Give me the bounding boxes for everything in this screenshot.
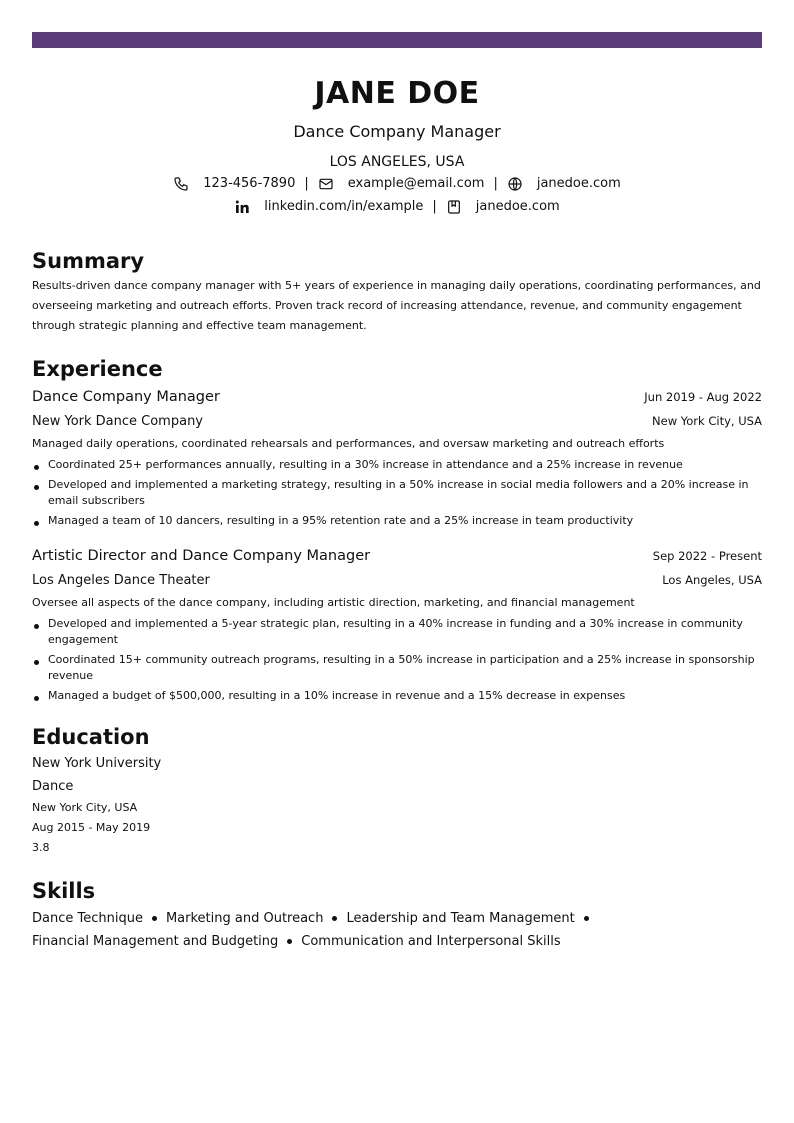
job-entry [32, 386, 762, 529]
skills-section [32, 878, 762, 953]
skills-list [32, 907, 612, 953]
bullet-item: Developed and implemented a marketing strategy, resulting in a 50% increase in social media followers and a 20% increase in email subscribers [32, 477, 762, 509]
website-link[interactable]: janedoe.com [536, 176, 621, 191]
candidate-name: JANE DOE [314, 76, 480, 111]
job-bullets [32, 457, 762, 529]
job-dates: Sep 2022 - Present [652, 549, 762, 563]
job-company: Los Angeles Dance Theater [32, 573, 210, 588]
contact-row-1 [32, 173, 762, 195]
education-school: New York University [32, 756, 162, 771]
linkedin-icon [234, 199, 250, 215]
job-location: New York City, USA [652, 414, 762, 428]
education-dates: Aug 2015 - May 2019 [32, 821, 151, 834]
separator: | [493, 176, 498, 191]
skill-separator-dot [584, 916, 589, 921]
resume-page [32, 48, 762, 953]
phone-text[interactable]: 123-456-7890 [203, 176, 296, 191]
experience-section [32, 356, 762, 704]
bullet-item: Managed a team of 10 dancers, resulting in a 95% retention rate and a 25% increase in team productivity [32, 513, 762, 529]
skill-item: Communication and Interpersonal Skills [301, 934, 561, 949]
linkedin-link[interactable]: linkedin.com/in/example [264, 199, 424, 214]
contact-row-2 [32, 196, 762, 218]
email-link[interactable]: example@email.com [347, 176, 485, 191]
skill-separator-dot [152, 916, 157, 921]
skill-separator-dot [332, 916, 337, 921]
bullet-item: Managed a budget of $500,000, resulting in a 10% increase in revenue and a 15% decrease in expenses [32, 688, 762, 704]
skill-item: Marketing and Outreach [165, 911, 324, 926]
portfolio-icon [446, 199, 462, 215]
skill-separator-dot [287, 939, 292, 944]
separator: | [304, 176, 309, 191]
bullet-item: Coordinated 25+ performances annually, resulting in a 30% increase in attendance and a 25% increase in revenue [32, 457, 762, 473]
job-location: Los Angeles, USA [662, 573, 762, 587]
skill-item: Financial Management and Budgeting [32, 934, 279, 949]
accent-bar [32, 32, 762, 48]
bullet-item: Coordinated 15+ community outreach programs, resulting in a 50% increase in participation and a 25% increase in sponsorship revenue [32, 652, 762, 684]
job-description: Oversee all aspects of the dance company, including artistic direction, marketing, and financial management [32, 596, 635, 609]
job-entry [32, 545, 762, 704]
phone-icon [173, 176, 189, 192]
candidate-location: LOS ANGELES, USA [329, 154, 465, 170]
summary-text: Results-driven dance company manager with 5+ years of experience in managing daily operations, coordinating performances, and overseeing marketing and outreach efforts. Proven track record of increasing attendance, revenue, and community engagement through strategic planning and effective team management. [32, 279, 761, 332]
education-gpa: 3.8 [32, 841, 50, 854]
portfolio-link[interactable]: janedoe.com [475, 199, 560, 214]
experience-heading: Experience [32, 357, 163, 381]
job-dates: Jun 2019 - Aug 2022 [644, 390, 762, 404]
skill-item: Dance Technique [32, 911, 143, 926]
bullet-item: Developed and implemented a 5-year strategic plan, resulting in a 40% increase in funding and a 30% increase in community engagement [32, 616, 762, 648]
education-location: New York City, USA [32, 801, 138, 814]
education-heading: Education [32, 725, 150, 749]
education-field: Dance [32, 779, 74, 794]
skills-heading: Skills [32, 879, 96, 903]
job-title: Dance Company Manager [32, 389, 220, 405]
summary-heading: Summary [32, 249, 145, 273]
email-icon [318, 176, 334, 192]
education-section [32, 724, 762, 858]
skill-item: Leadership and Team Management [346, 911, 575, 926]
job-bullets [32, 616, 762, 704]
summary-section [32, 248, 762, 336]
job-company: New York Dance Company [32, 414, 203, 429]
job-description: Managed daily operations, coordinated rehearsals and performances, and oversaw marketing and outreach efforts [32, 437, 665, 450]
separator: | [432, 199, 437, 214]
job-title: Artistic Director and Dance Company Manager [32, 548, 371, 564]
resume-header [32, 76, 762, 218]
globe-icon [507, 176, 523, 192]
candidate-title: Dance Company Manager [293, 122, 501, 141]
